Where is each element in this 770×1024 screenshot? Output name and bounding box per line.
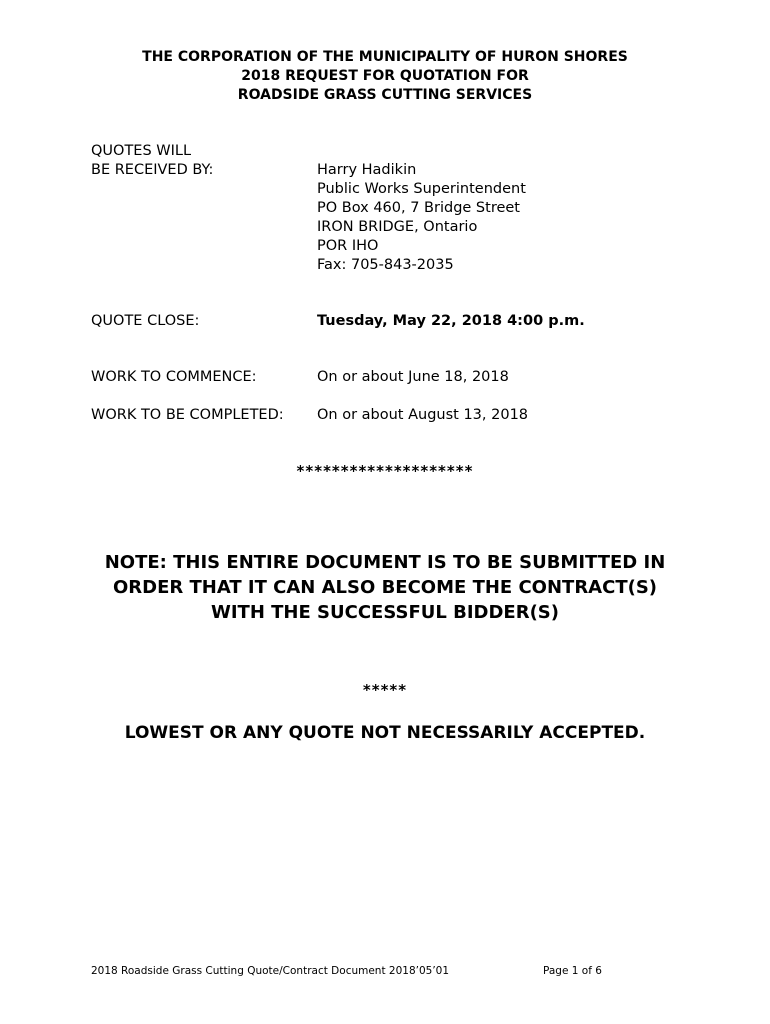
contact-postal: POR IHO bbox=[317, 238, 379, 254]
received-by-label-line-2: BE RECEIVED BY: bbox=[91, 162, 214, 178]
document-title bbox=[0, 48, 770, 105]
received-by-address bbox=[317, 161, 526, 275]
work-completed-value: On or about August 13, 2018 bbox=[317, 407, 529, 423]
received-by-label-line-1: QUOTES WILL bbox=[91, 143, 192, 159]
note-line-1: NOTE: THIS ENTIRE DOCUMENT IS TO BE SUBMITTED IN bbox=[104, 552, 666, 573]
contact-street: PO Box 460, 7 Bridge Street bbox=[317, 200, 520, 216]
contact-title: Public Works Superintendent bbox=[317, 181, 526, 197]
quote-close-value: Tuesday, May 22, 2018 4:00 p.m. bbox=[317, 313, 585, 329]
contact-fax: Fax: 705-843-2035 bbox=[317, 257, 454, 273]
submission-note bbox=[0, 550, 770, 625]
note-line-2: ORDER THAT IT CAN ALSO BECOME THE CONTRACT(S) bbox=[112, 577, 658, 598]
divider-stars: ******************** bbox=[296, 462, 474, 480]
footer-page-number: Page 1 of 6 bbox=[543, 965, 602, 977]
note-line-3: WITH THE SUCCESSFUL BIDDER(S) bbox=[210, 602, 559, 623]
quote-close-label: QUOTE CLOSE: bbox=[91, 313, 200, 329]
short-divider-stars: ***** bbox=[362, 681, 408, 699]
footer-document-name: 2018 Roadside Grass Cutting Quote/Contract Document 2018’05’01 bbox=[91, 965, 450, 977]
disclaimer: LOWEST OR ANY QUOTE NOT NECESSARILY ACCEPTED. bbox=[124, 723, 646, 743]
work-commence-value: On or about June 18, 2018 bbox=[317, 369, 509, 385]
work-completed-label: WORK TO BE COMPLETED: bbox=[91, 407, 284, 423]
received-by-label bbox=[91, 142, 213, 180]
title-line-services: ROADSIDE GRASS CUTTING SERVICES bbox=[237, 87, 533, 103]
title-line-municipality: THE CORPORATION OF THE MUNICIPALITY OF HURON SHORES bbox=[142, 49, 628, 65]
work-commence-label: WORK TO COMMENCE: bbox=[91, 369, 257, 385]
title-line-rfq: 2018 REQUEST FOR QUOTATION FOR bbox=[241, 68, 529, 84]
contact-name: Harry Hadikin bbox=[317, 162, 417, 178]
contact-city: IRON BRIDGE, Ontario bbox=[317, 219, 478, 235]
